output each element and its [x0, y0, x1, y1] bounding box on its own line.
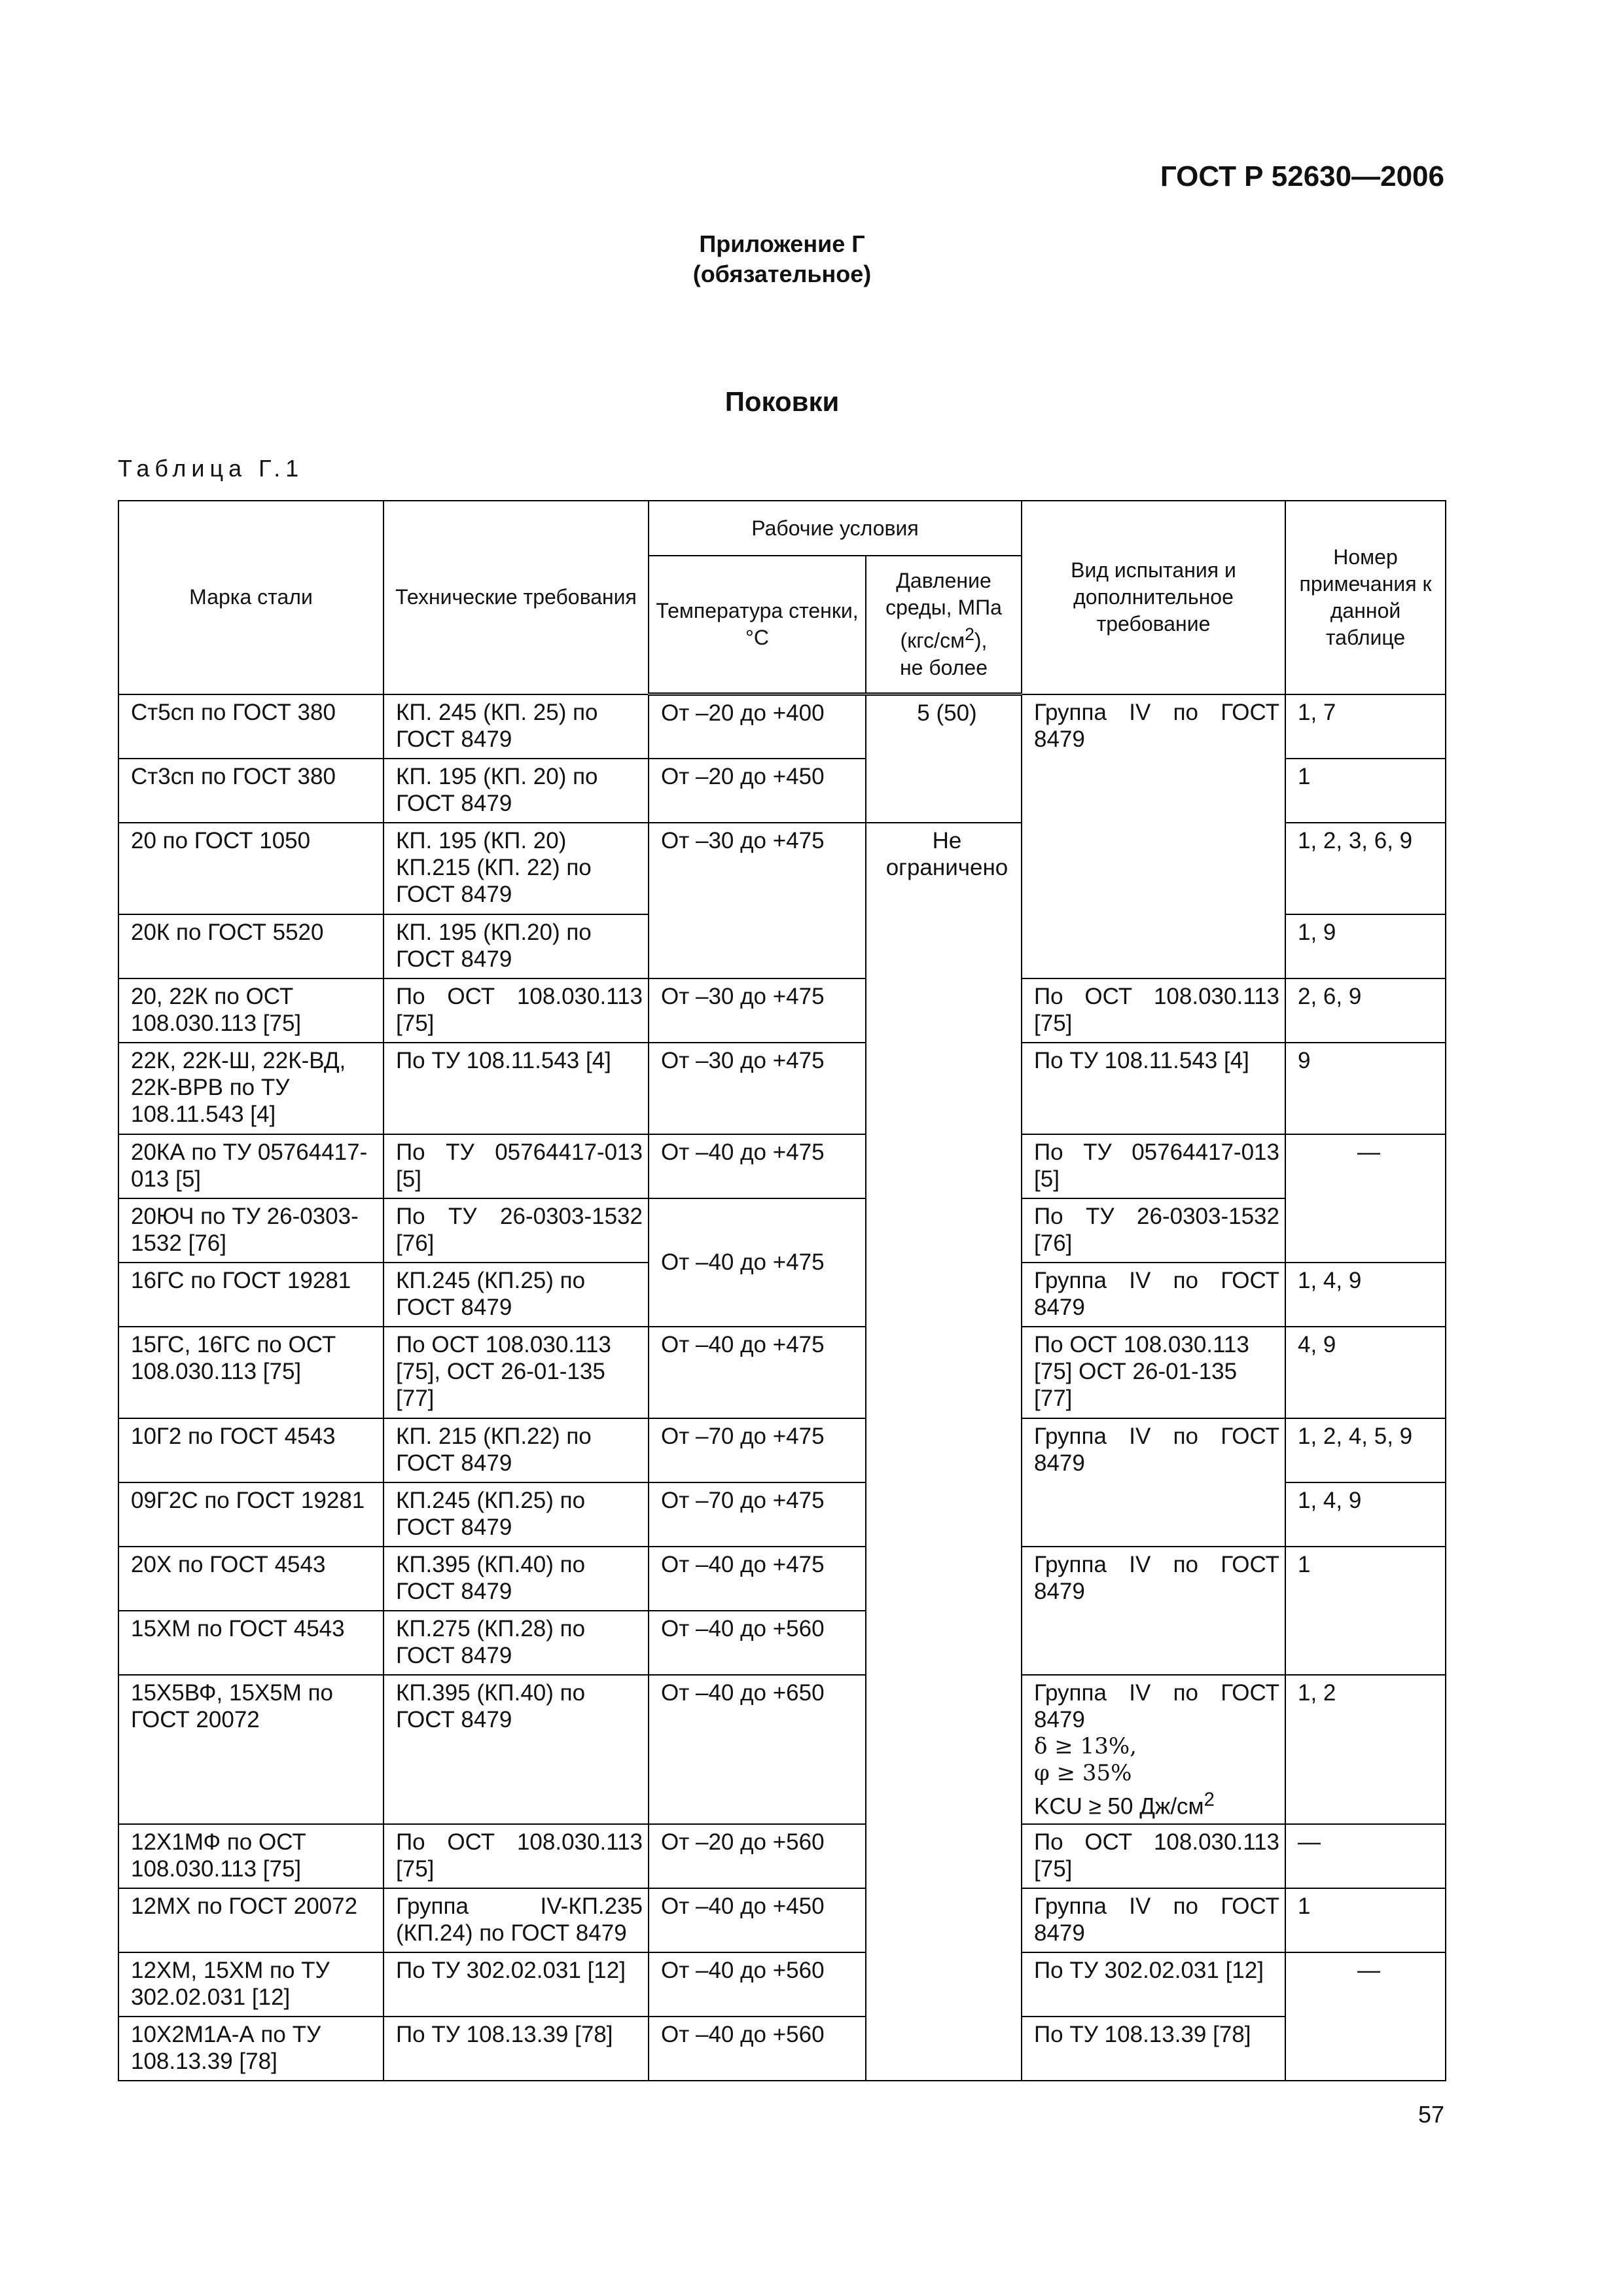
cell-grade: 10Г2 по ГОСТ 4543: [118, 1418, 383, 1482]
cell-tech: По ОСТ 108.030.113 [75], ОСТ 26-01-135 [77]: [383, 1327, 649, 1418]
cell-tech: КП. 245 (КП. 25) по ГОСТ 8479: [383, 694, 649, 759]
cell-grade: 12ХМ, 15ХМ по ТУ 302.02.031 [12]: [118, 1952, 383, 2017]
cell-grade: 15Х5ВФ, 15Х5М по ГОСТ 20072: [118, 1675, 383, 1825]
cell-note: 1, 2: [1285, 1675, 1446, 1825]
header-pressure-sup: 2: [965, 624, 974, 645]
cell-note: —: [1285, 1824, 1446, 1888]
test-phi: φ ≥ 35%: [1034, 1759, 1132, 1786]
table-row: [118, 694, 1446, 759]
cell-tech: КП. 215 (КП.22) по ГОСТ 8479: [383, 1418, 649, 1482]
cell-note: 1: [1285, 1547, 1446, 1675]
cell-tech: КП.275 (КП.28) по ГОСТ 8479: [383, 1611, 649, 1675]
cell-temp: От –40 до +475: [649, 1198, 866, 1327]
header-note: Номер примечания к данной таблице: [1285, 501, 1446, 694]
section-title: Поковки: [724, 386, 840, 417]
cell-tech: КП. 195 (КП. 20) по ГОСТ 8479: [383, 759, 649, 823]
cell-grade: Ст3сп по ГОСТ 380: [118, 759, 383, 823]
cell-note: 2, 6, 9: [1285, 978, 1446, 1043]
cell-test: По ТУ 05764417-013 [5]: [1022, 1134, 1285, 1198]
cell-temp: От –30 до +475: [649, 978, 866, 1043]
cell-tech: По ТУ 108.11.543 [4]: [383, 1043, 649, 1134]
appendix-status: (обязательное): [692, 260, 872, 287]
header-test: Вид испытания и дополнительное требование: [1022, 501, 1285, 694]
cell-temp: От –40 до +475: [649, 1547, 866, 1611]
table-row: [118, 1043, 1446, 1134]
cell-note: 1, 2, 3, 6, 9: [1285, 823, 1446, 914]
cell-temp: От –30 до +475: [649, 1043, 866, 1134]
cell-temp: От –30 до +475: [649, 823, 866, 978]
forgings-table: [118, 500, 1446, 2081]
cell-test: Группа IV по ГОСТ 8479: [1022, 694, 1285, 978]
table-row: [118, 1134, 1446, 1198]
cell-temp: От –40 до +560: [649, 1952, 866, 2017]
page-number: 57: [1418, 2101, 1444, 2128]
cell-temp: От –70 до +475: [649, 1418, 866, 1482]
cell-temp: От –20 до +560: [649, 1824, 866, 1888]
cell-tech: КП.395 (КП.40) по ГОСТ 8479: [383, 1675, 649, 1825]
cell-grade: 15ГС, 16ГС по ОСТ 108.030.113 [75]: [118, 1327, 383, 1418]
table-row: [118, 2017, 1446, 2081]
header-pressure-line1: Давление среды, МПа: [885, 569, 1002, 620]
header-tech-req: Технические требования: [383, 501, 649, 694]
cell-tech: Группа IV-КП.235 (КП.24) по ГОСТ 8479: [383, 1888, 649, 1952]
table-row: [118, 978, 1446, 1043]
cell-grade: 20ЮЧ по ТУ 26-0303-1532 [76]: [118, 1198, 383, 1263]
cell-temp: От –20 до +450: [649, 759, 866, 823]
header-pressure: [866, 556, 1022, 694]
cell-note: 9: [1285, 1043, 1446, 1134]
cell-test: По ОСТ 108.030.113 [75]: [1022, 1824, 1285, 1888]
cell-tech: КП. 195 (КП. 20) КП.215 (КП. 22) по ГОСТ 8479: [383, 823, 649, 914]
table-row: [118, 1952, 1446, 2017]
header-grade: Марка стали: [118, 501, 383, 694]
header-pressure-unit: (кгс/см: [900, 628, 965, 653]
cell-grade: 22К, 22К-Ш, 22К-ВД, 22К-ВРВ по ТУ 108.11.543 [4]: [118, 1043, 383, 1134]
table-row: [118, 1675, 1446, 1825]
cell-tech: По ОСТ 108.030.113 [75]: [383, 1824, 649, 1888]
test-kcu-text: KCU ≥ 50 Дж/см: [1034, 1793, 1204, 1820]
cell-temp: От –20 до +400: [649, 694, 866, 759]
cell-grade: 20К по ГОСТ 5520: [118, 914, 383, 978]
table-row: [118, 1888, 1446, 1952]
cell-temp: От –40 до +560: [649, 2017, 866, 2081]
cell-temp: От –40 до +450: [649, 1888, 866, 1952]
cell-test: [1022, 1675, 1285, 1825]
cell-note: 1, 2, 4, 5, 9: [1285, 1418, 1446, 1482]
cell-tech: КП.245 (КП.25) по ГОСТ 8479: [383, 1263, 649, 1327]
header-conditions: Рабочие условия: [649, 501, 1022, 556]
test-kcu: [1034, 1787, 1279, 1820]
cell-grade: 20КА по ТУ 05764417-013 [5]: [118, 1134, 383, 1198]
cell-grade: 15ХМ по ГОСТ 4543: [118, 1611, 383, 1675]
cell-tech: КП.395 (КП.40) по ГОСТ 8479: [383, 1547, 649, 1611]
appendix-title: Приложение Г: [699, 230, 865, 257]
cell-temp: От –40 до +560: [649, 1611, 866, 1675]
table-row: [118, 1198, 1446, 1263]
cell-grade: 09Г2С по ГОСТ 19281: [118, 1482, 383, 1547]
cell-note: 1: [1285, 1888, 1446, 1952]
table-label: Таблица Г.1: [118, 455, 304, 482]
cell-tech: По ТУ 05764417-013 [5]: [383, 1134, 649, 1198]
table-row: [118, 1824, 1446, 1888]
cell-note: 1, 4, 9: [1285, 1482, 1446, 1547]
cell-pressure-limited: 5 (50): [866, 694, 1022, 823]
cell-temp: От –40 до +650: [649, 1675, 866, 1825]
cell-note: —: [1285, 1134, 1446, 1263]
cell-test: Группа IV по ГОСТ 8479: [1022, 1418, 1285, 1547]
cell-test: По ТУ 26-0303-1532 [76]: [1022, 1198, 1285, 1263]
cell-note: 4, 9: [1285, 1327, 1446, 1418]
cell-grade: 16ГС по ГОСТ 19281: [118, 1263, 383, 1327]
table-row: [118, 1418, 1446, 1482]
cell-grade: 12МХ по ГОСТ 20072: [118, 1888, 383, 1952]
cell-test: По ТУ 108.13.39 [78]: [1022, 2017, 1285, 2081]
cell-grade: Ст5сп по ГОСТ 380: [118, 694, 383, 759]
table-row: [118, 1327, 1446, 1418]
cell-tech: КП.245 (КП.25) по ГОСТ 8479: [383, 1482, 649, 1547]
appendix-heading: [0, 229, 1564, 289]
cell-tech: КП. 195 (КП.20) по ГОСТ 8479: [383, 914, 649, 978]
cell-temp: От –70 до +475: [649, 1482, 866, 1547]
cell-grade: 20, 22К по ОСТ 108.030.113 [75]: [118, 978, 383, 1043]
cell-note: 1, 4, 9: [1285, 1263, 1446, 1327]
header-pressure-line2: [872, 621, 1016, 655]
cell-test: Группа IV по ГОСТ 8479: [1022, 1888, 1285, 1952]
cell-test: По ТУ 108.11.543 [4]: [1022, 1043, 1285, 1134]
cell-temp: От –40 до +475: [649, 1327, 866, 1418]
cell-test: По ОСТ 108.030.113 [75] ОСТ 26-01-135 [77]: [1022, 1327, 1285, 1418]
header-temperature: Температура стенки, °С: [649, 556, 866, 694]
table-row: [118, 1547, 1446, 1611]
test-kcu-sup: 2: [1204, 1789, 1215, 1810]
cell-temp: От –40 до +475: [649, 1134, 866, 1198]
cell-grade: 20Х по ГОСТ 4543: [118, 1547, 383, 1611]
cell-note: 1, 7: [1285, 694, 1446, 759]
test-text: Группа IV по ГОСТ 8479: [1034, 1679, 1279, 1732]
table-header-row: [118, 501, 1446, 556]
cell-tech: По ТУ 108.13.39 [78]: [383, 2017, 649, 2081]
cell-tech: По ОСТ 108.030.113 [75]: [383, 978, 649, 1043]
cell-test: Группа IV по ГОСТ 8479: [1022, 1547, 1285, 1675]
cell-note: —: [1285, 1952, 1446, 2081]
cell-grade: 20 по ГОСТ 1050: [118, 823, 383, 914]
cell-note: 1: [1285, 759, 1446, 823]
header-pressure-line3: не более: [899, 655, 988, 679]
cell-grade: 10Х2М1А-А по ТУ 108.13.39 [78]: [118, 2017, 383, 2081]
cell-tech: По ТУ 302.02.031 [12]: [383, 1952, 649, 2017]
cell-pressure-unlimited: Не ограничено: [866, 823, 1022, 2081]
test-delta: δ ≥ 13%,: [1034, 1732, 1137, 1759]
cell-note: 1, 9: [1285, 914, 1446, 978]
cell-test: По ОСТ 108.030.113 [75]: [1022, 978, 1285, 1043]
standard-code: ГОСТ Р 52630—2006: [1160, 160, 1444, 192]
cell-test: Группа IV по ГОСТ 8479: [1022, 1263, 1285, 1327]
cell-tech: По ТУ 26-0303-1532 [76]: [383, 1198, 649, 1263]
header-pressure-close: ),: [974, 628, 988, 653]
cell-grade: 12Х1МФ по ОСТ 108.030.113 [75]: [118, 1824, 383, 1888]
cell-test: По ТУ 302.02.031 [12]: [1022, 1952, 1285, 2017]
